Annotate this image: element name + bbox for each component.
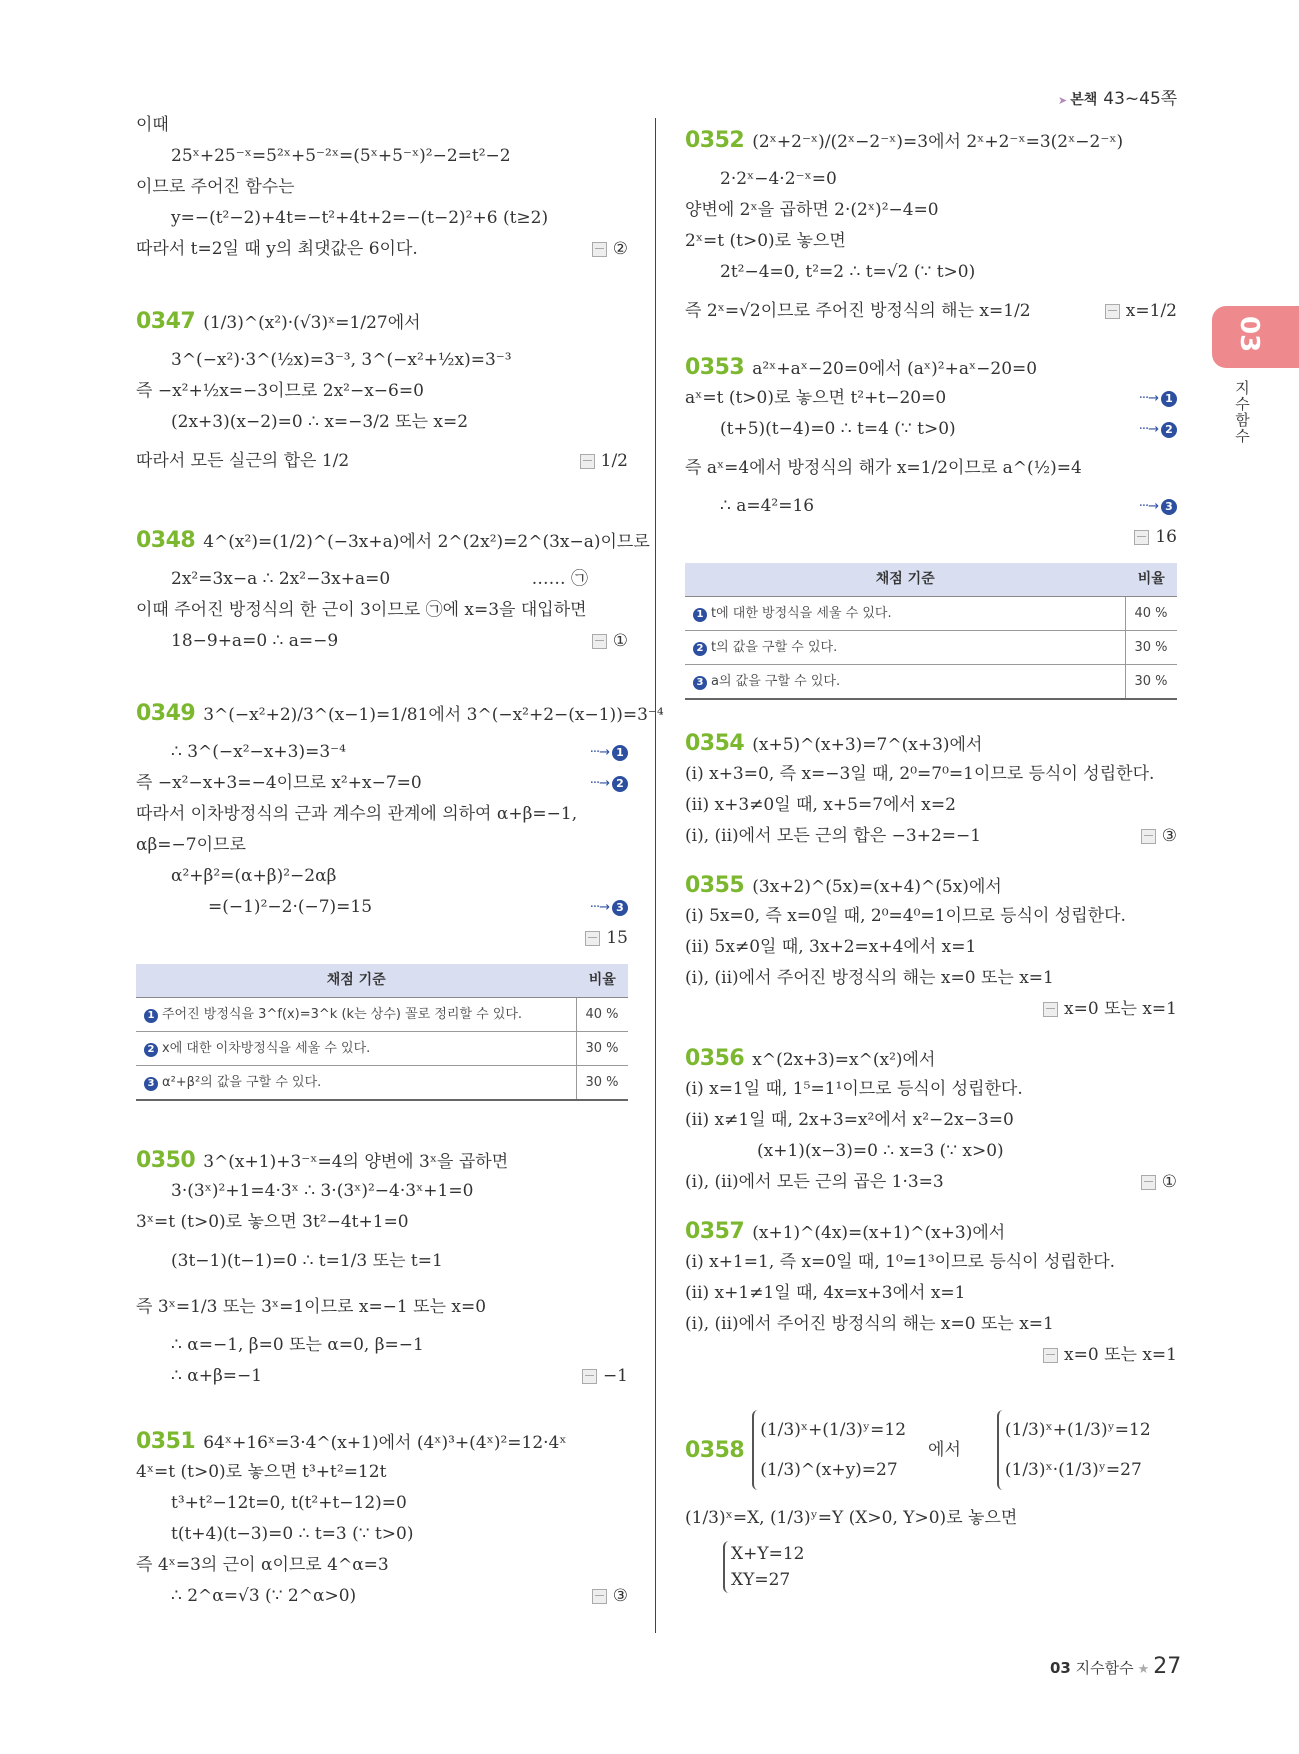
problem-0355 [685,870,1177,1025]
equation-line: ∴ a=4²=16 [720,496,815,516]
equation-line: t(t+4)(t−3)=0 ∴ t=3 (∵ t>0) [171,1524,414,1544]
answer-value: x=0 또는 x=1 [1064,999,1177,1019]
equation-line: 2·2ˣ−4·2⁻ˣ=0 [720,169,837,189]
problem-0352 [685,118,1177,334]
text-line: (i), (ii)에서 주어진 방정식의 해는 x=0 또는 x=1 [685,1314,1054,1334]
answer-icon [1141,829,1156,844]
answer-value: x=1/2 [1125,301,1177,321]
equation-line: 양변에 2ˣ을 곱하면 2·(2ˣ)²−4=0 [685,200,939,220]
problem-number: 0349 [136,701,196,726]
answer-value: ② [612,239,628,259]
answer-value: 1/2 [600,451,628,471]
equation-line: 즉 2ˣ=√2이므로 주어진 방정식의 해는 x=1/2 [685,301,1031,321]
problem-number: 0352 [685,128,745,153]
equation-line: 3^(−x²)·3^(½x)=3⁻³, 3^(−x²+½x)=3⁻³ [171,350,512,370]
answer [1043,994,1177,1025]
footer-chapter-title: 지수함수 [1075,1659,1134,1677]
problem-number: 0347 [136,309,196,334]
equation-line: 3^(x+1)+3⁻ˣ=4의 양변에 3ˣ을 곱하면 [203,1152,509,1172]
step-marker-3: ···→ 3 [1139,491,1177,522]
reference-label: 본책 [1070,92,1098,108]
equation-line: 18−9+a=0 ∴ a=−9 [171,631,339,651]
answer [1105,288,1177,334]
answer-icon [592,242,607,257]
answer [582,1361,628,1392]
answer [592,626,628,657]
answer-icon [592,1589,607,1604]
text-line: 이때 주어진 방정식의 한 근이 3이므로 ㉠에 x=3을 대입하면 [136,600,587,620]
equation-system: (1/3)ˣ+(1/3)ʸ=12 (1/3)ˣ·(1/3)ʸ=27 [997,1410,1151,1490]
problem-number: 0350 [136,1148,196,1173]
step-marker-2: ···→ 2 [590,768,628,799]
answer-icon [592,634,607,649]
answer-icon [1141,1175,1156,1190]
table-row: 2 t의 값을 구할 수 있다. 30 % [685,631,1177,665]
chevron-right-icon: ➤ [1058,94,1068,107]
text-line: (i), (ii)에서 주어진 방정식의 해는 x=0 또는 x=1 [685,968,1054,988]
text-line: 이때 [136,115,169,135]
column-divider [655,118,656,1633]
equation-line: aˣ=t (t>0)로 놓으면 t²+t−20=0 [685,388,947,408]
equation-line: 4ˣ=t (t>0)로 놓으면 t³+t²=12t [136,1462,387,1482]
problem-0353 [685,352,1177,700]
text-line: (ii) x+1≠1일 때, 4x=x+3에서 x=1 [685,1283,966,1303]
criteria-header: 채점 기준 [685,563,1126,597]
problem-0350 [136,1145,628,1392]
table-row: 1 주어진 방정식을 3^f(x)=3^k (k는 상수) 꼴로 정리할 수 있다. 40 % [136,998,628,1032]
problem-number: 0357 [685,1219,745,1244]
criteria-header: 채점 기준 [136,964,577,998]
equation-line: a²ˣ+aˣ−20=0에서 (aˣ)²+aˣ−20=0 [752,359,1038,379]
text-line: (ii) x≠1일 때, 2x+3=x²에서 x²−2x−3=0 [685,1110,1014,1130]
problem-number: 0348 [136,528,196,553]
text-line: (i) x=1일 때, 1⁵=1¹이므로 등식이 성립한다. [685,1079,1023,1099]
equation-line: 2x²=3x−a ∴ 2x²−3x+a=0 [171,569,391,589]
equation-line: 3^(−x²+2)/3^(x−1)=1/81에서 3^(−x²+2−(x−1))=3⁻⁴ [203,705,664,725]
equation-line: ∴ 3^(−x²−x+3)=3⁻⁴ [171,742,346,762]
page-footer [1050,1654,1181,1679]
ratio-header: 비율 [1126,563,1178,597]
table-row: 3 a의 값을 구할 수 있다. 30 % [685,665,1177,700]
answer-value: −1 [602,1366,628,1386]
equation-line: ∴ α=−1, β=0 또는 α=0, β=−1 [171,1335,424,1355]
equation-line: 즉 3ˣ=1/3 또는 3ˣ=1이므로 x=−1 또는 x=0 [136,1297,487,1317]
equation-line: 2t²−4=0, t²=2 ∴ t=√2 (∵ t>0) [720,262,976,282]
problem-0351 [136,1426,628,1612]
equation-line: 4^(x²)=(1/2)^(−3x+a)에서 2^(2x²)=2^(3x−a)이므로 [203,532,650,552]
problem-0347 [136,299,628,484]
text-line: (ii) x+3≠0일 때, x+5=7에서 x=2 [685,795,956,815]
equation-line: 즉 −x²−x+3=−4이므로 x²+x−7=0 [136,773,422,793]
text-line: 이므로 주어진 함수는 [136,177,295,197]
answer-value: ③ [1161,826,1177,846]
answer [585,923,628,954]
problem-number: 0351 [136,1429,196,1454]
step-marker-2: ···→ 2 [1139,414,1177,445]
grading-criteria-table [685,563,1177,700]
answer [1141,1167,1177,1198]
reference-pages: 43~45쪽 [1103,89,1178,109]
left-column [136,110,664,1612]
step-marker-3: ···→ 3 [590,892,628,923]
text-line: 따라서 t=2일 때 y의 최댓값은 6이다. [136,239,418,259]
answer-value: x=0 또는 x=1 [1064,1345,1177,1365]
table-row: 3 α²+β²의 값을 구할 수 있다. 30 % [136,1066,628,1101]
chapter-tab[interactable] [1212,306,1299,368]
solution-intro [136,110,628,265]
equation-line: (2ˣ+2⁻ˣ)/(2ˣ−2⁻ˣ)=3에서 2ˣ+2⁻ˣ=3(2ˣ−2⁻ˣ) [752,132,1124,152]
equation-line: 2ˣ=t (t>0)로 놓으면 [685,231,846,251]
answer-value: ① [612,631,628,651]
equation-line: α²+β²=(α+β)²−2αβ [171,866,337,886]
text-line: (i) x+1=1, 즉 x=0일 때, 1⁰=1³이므로 등식이 성립한다. [685,1252,1116,1272]
equation-line: (3x+2)^(5x)=(x+4)^(5x)에서 [752,877,1002,897]
answer-icon [1043,1348,1058,1363]
answer-icon [1043,1002,1058,1017]
answer-icon [580,454,595,469]
equation-line: (1/3)ˣ=X, (1/3)ʸ=Y (X>0, Y>0)로 놓으면 [685,1508,1018,1528]
text-line: (ii) 5x≠0일 때, 3x+2=x+4에서 x=1 [685,937,977,957]
answer [1043,1340,1177,1371]
answer-value: 15 [606,928,628,948]
equation-line: (3t−1)(t−1)=0 ∴ t=1/3 또는 t=1 [171,1251,443,1271]
text-line: (i), (ii)에서 모든 근의 곱은 1·3=3 [685,1172,944,1192]
problem-0356 [685,1043,1177,1198]
equation-line: (2x+3)(x−2)=0 ∴ x=−3/2 또는 x=2 [171,412,469,432]
problem-number: 0354 [685,731,745,756]
problem-number: 0353 [685,355,745,380]
equation-line: x^(2x+3)=x^(x²)에서 [752,1050,936,1070]
chapter-tab-title: 지수함수 [1233,380,1251,444]
problem-number: 0358 [685,1437,745,1463]
problem-0348 [136,518,650,657]
equation-system: X+Y=12 XY=27 [723,1541,804,1593]
problem-0349 [136,691,664,1101]
right-column [685,118,1177,1596]
answer [592,1581,628,1612]
text-line: 즉 4ˣ=3의 근이 α이므로 4^α=3 [136,1555,389,1575]
table-row: 2 x에 대한 이차방정식을 세울 수 있다. 30 % [136,1032,628,1066]
text-line: 따라서 모든 실근의 합은 1/2 [136,451,350,471]
page-number: 27 [1153,1654,1182,1679]
equation-line: y=−(t²−2)+4t=−t²+4t+2=−(t−2)²+6 (t≥2) [171,208,549,228]
equation-line: 3·(3ˣ)²+1=4·3ˣ ∴ 3·(3ˣ)²−4·3ˣ+1=0 [171,1181,474,1201]
equation-line: (x+1)(x−3)=0 ∴ x=3 (∵ x>0) [757,1141,1004,1161]
equation-marker: …… ㉠ [531,569,588,589]
ratio-header: 비율 [577,964,629,998]
star-icon: ★ [1137,1662,1150,1677]
equation-line: 3ˣ=t (t>0)로 놓으면 3t²−4t+1=0 [136,1212,409,1232]
textbook-page-reference [1058,84,1177,109]
equation-line: t³+t²−12t=0, t(t²+t−12)=0 [171,1493,407,1513]
grading-criteria-table [136,964,628,1101]
equation-system: (1/3)ˣ+(1/3)ʸ=12 (1/3)^(x+y)=27 [752,1410,906,1490]
problem-number: 0356 [685,1046,745,1071]
text-line: 에서 [928,1439,961,1460]
equation-line: =(−1)²−2·(−7)=15 [208,897,373,917]
answer [592,234,628,265]
problem-0357 [685,1216,1177,1371]
step-marker-1: ···→ 1 [1139,383,1177,414]
chapter-tab-number: 03 [1234,316,1264,353]
equation-line: ∴ 2^α=√3 (∵ 2^α>0) [171,1586,357,1606]
answer-value: ① [1161,1172,1177,1192]
problem-0354 [685,728,1177,852]
answer-icon [1134,530,1149,545]
answer [1134,522,1177,553]
equation-line: 즉 aˣ=4에서 방정식의 해가 x=1/2이므로 a^(½)=4 [685,458,1082,478]
equation-line: ∴ α+β=−1 [171,1366,263,1386]
equation-line: 25ˣ+25⁻ˣ=5²ˣ+5⁻²ˣ=(5ˣ+5⁻ˣ)²−2=t²−2 [171,146,511,166]
text-line: (i), (ii)에서 모든 근의 합은 −3+2=−1 [685,826,982,846]
answer [1141,821,1177,852]
text-line: αβ=−7이므로 [136,835,246,855]
footer-chapter-number: 03 [1050,1659,1071,1677]
text-line: (i) 5x=0, 즉 x=0일 때, 2⁰=4⁰=1이므로 등식이 성립한다. [685,906,1126,926]
answer-icon [582,1369,597,1384]
equation-line: (t+5)(t−4)=0 ∴ t=4 (∵ t>0) [720,419,956,439]
step-marker-1: ···→ 1 [590,737,628,768]
equation-line: 즉 −x²+½x=−3이므로 2x²−x−6=0 [136,381,424,401]
equation-line: (1/3)^(x²)·(√3)ˣ=1/27에서 [203,313,421,333]
problem-number: 0355 [685,873,745,898]
answer [580,438,628,484]
problem-0358 [685,1405,1177,1596]
answer-icon [585,931,600,946]
equation-line: (x+5)^(x+3)=7^(x+3)에서 [752,735,983,755]
table-row: 1 t에 대한 방정식을 세울 수 있다. 40 % [685,597,1177,631]
answer-icon [1105,304,1120,319]
text-line: (i) x+3=0, 즉 x=−3일 때, 2⁰=7⁰=1이므로 등식이 성립한다. [685,764,1155,784]
answer-value: ③ [612,1586,628,1606]
answer-value: 16 [1155,527,1177,547]
equation-line: 64ˣ+16ˣ=3·4^(x+1)에서 (4ˣ)³+(4ˣ)²=12·4ˣ [203,1433,567,1453]
equation-line: (x+1)^(4x)=(x+1)^(x+3)에서 [752,1223,1006,1243]
text-line: 따라서 이차방정식의 근과 계수의 관계에 의하여 α+β=−1, [136,804,578,824]
